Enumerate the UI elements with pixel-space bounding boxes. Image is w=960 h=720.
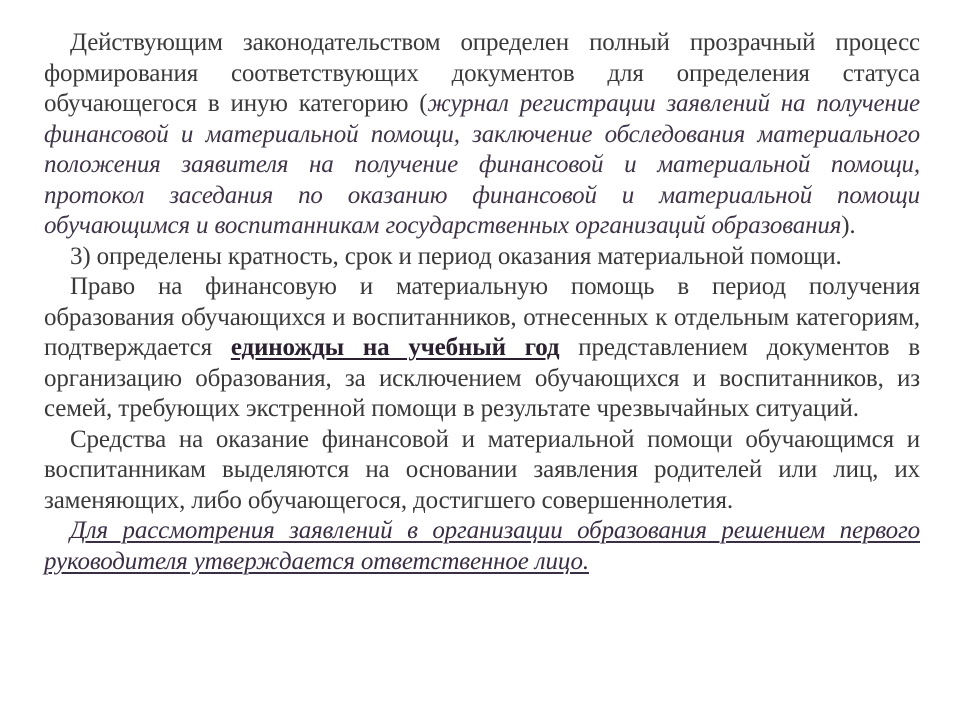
paragraph-right-after: представлением документов в организацию образования, за исключением обучающихся и воспитанников, из семей, требующих экстренной помощи в результате чрезвычайных ситуаций. xyxy=(44,334,920,422)
paragraph-process-intro: Действующим законодательством определен полный прозрачный процесс формирования соответствующих документов для определения статуса обучающегося в иную категорию ( xyxy=(44,29,920,117)
paragraph-responsible xyxy=(44,516,920,577)
paragraph-right-before: Право на финансовую и материальную помощь в период получения образования обучающихся и воспитанников, отнесенных к отдельным категориям, подтверждается xyxy=(44,273,920,361)
document-list-italic: журнал регистрации заявлений на получение финансовой и материальной помощи, заключение обследования материального положения заявителя на получение финансовой и материальной помощи, протокол заседания по оказанию финансовой и материальной помощи обучающимся и воспитанникам государственных организаций образования xyxy=(44,90,920,239)
paragraph-frequency: 3) определены кратность, срок и период оказания материальной помощи. xyxy=(70,242,842,270)
once-per-year-emphasis: единожды на учебный год xyxy=(230,334,560,361)
paragraph-process-outro: ). xyxy=(841,212,856,239)
paragraph-right xyxy=(44,272,920,425)
document-body xyxy=(44,28,920,577)
paragraph-funding: Средства на оказание финансовой и материальной помощи обучающимся и воспитанникам выделяются на основании заявления родителей или лиц, их заменяющих, либо обучающегося, достигшего совершеннолетия. xyxy=(44,425,920,514)
paragraph-process xyxy=(44,28,920,242)
responsible-person-note: Для рассмотрения заявлений в организации образования решением первого руководителя утверждается ответственное лицо. xyxy=(44,517,920,575)
